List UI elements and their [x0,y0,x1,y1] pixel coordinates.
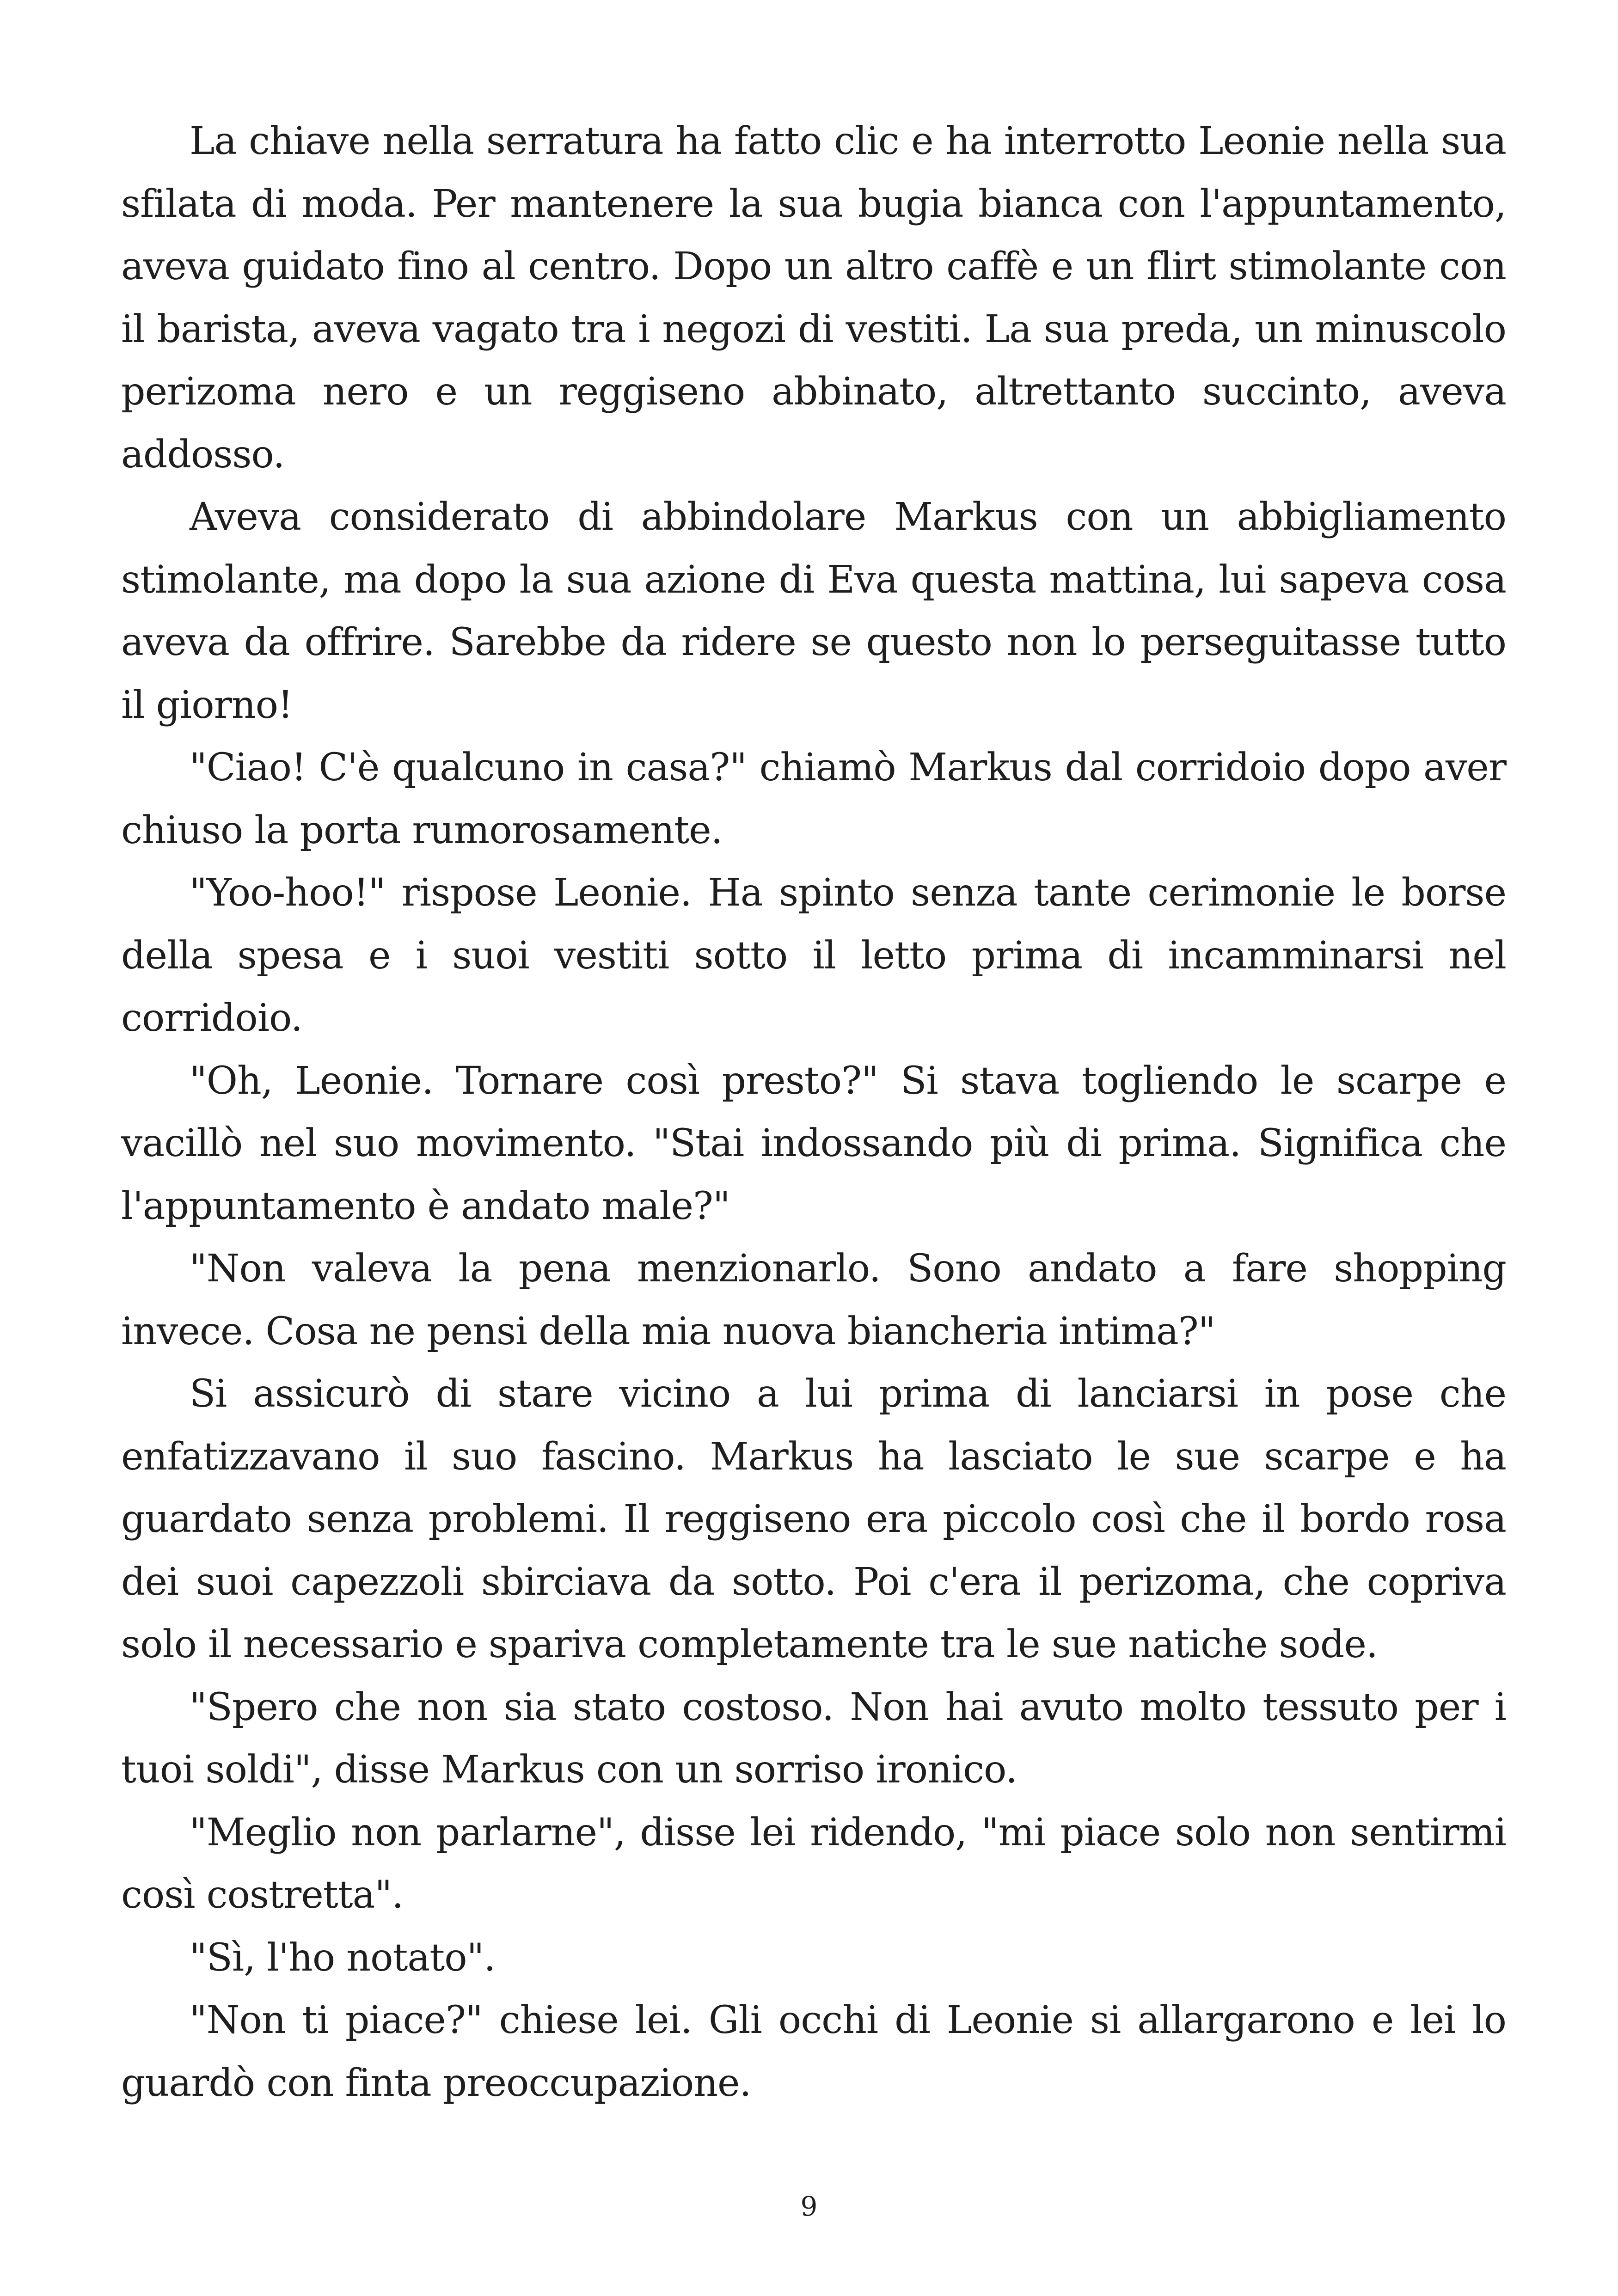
paragraph: "Spero che non sia stato costoso. Non hai avuto molto tessuto per i tuoi soldi", disse Markus con un sorriso ironico. [121,1685,1506,1792]
page-text-body [121,110,1506,2114]
paragraph: "Meglio non parlarne", disse lei ridendo, "mi piace solo non sentirmi così costretta". [121,1810,1506,1917]
paragraph: "Non ti piace?" chiese lei. Gli occhi di Leonie si allargarono e lei lo guardò con finta preoccupazione. [121,1998,1506,2105]
paragraph: "Oh, Leonie. Tornare così presto?" Si stava togliendo le scarpe e vacillò nel suo movimento. "Stai indossando più di prima. Significa che l'appuntamento è andato male?" [121,1059,1506,1228]
paragraph: "Yoo-hoo!" rispose Leonie. Ha spinto senza tante cerimonie le borse della spesa e i suoi vestiti sotto il letto prima di incamminarsi nel corridoio. [121,871,1506,1040]
paragraph: "Non valeva la pena menzionarlo. Sono andato a fare shopping invece. Cosa ne pensi della mia nuova biancheria intima?" [121,1247,1506,1353]
paragraph: "Ciao! C'è qualcuno in casa?" chiamò Markus dal corridoio dopo aver chiuso la porta rumorosamente. [121,746,1506,852]
paragraph: Aveva considerato di abbindolare Markus con un abbigliamento stimolante, ma dopo la sua azione di Eva questa mattina, lui sapeva cosa aveva da offrire. Sarebbe da ridere se questo non lo perseguitasse tutto il giorno! [121,495,1506,727]
paragraph: La chiave nella serratura ha fatto clic e ha interrotto Leonie nella sua sfilata di moda. Per mantenere la sua bugia bianca con l'appuntamento, aveva guidato fino al centro. Dopo un altro caffè e un flirt stimolante con il barista, aveva vagato tra i negozi di vestiti. La sua preda, un minuscolo perizoma nero e un reggiseno abbinato, altrettanto succinto, aveva addosso. [121,119,1506,477]
page-number: 9 [800,2191,818,2222]
paragraph: "Sì, l'ho notato". [190,1935,496,1980]
paragraph: Si assicurò di stare vicino a lui prima di lanciarsi in pose che enfatizzavano il suo fascino. Markus ha lasciato le sue scarpe e ha guardato senza problemi. Il reggiseno era piccolo così che il bordo rosa dei suoi capezzoli sbirciava da sotto. Poi c'era il perizoma, che copriva solo il necessario e spariva completamente tra le sue natiche sode. [121,1372,1506,1666]
